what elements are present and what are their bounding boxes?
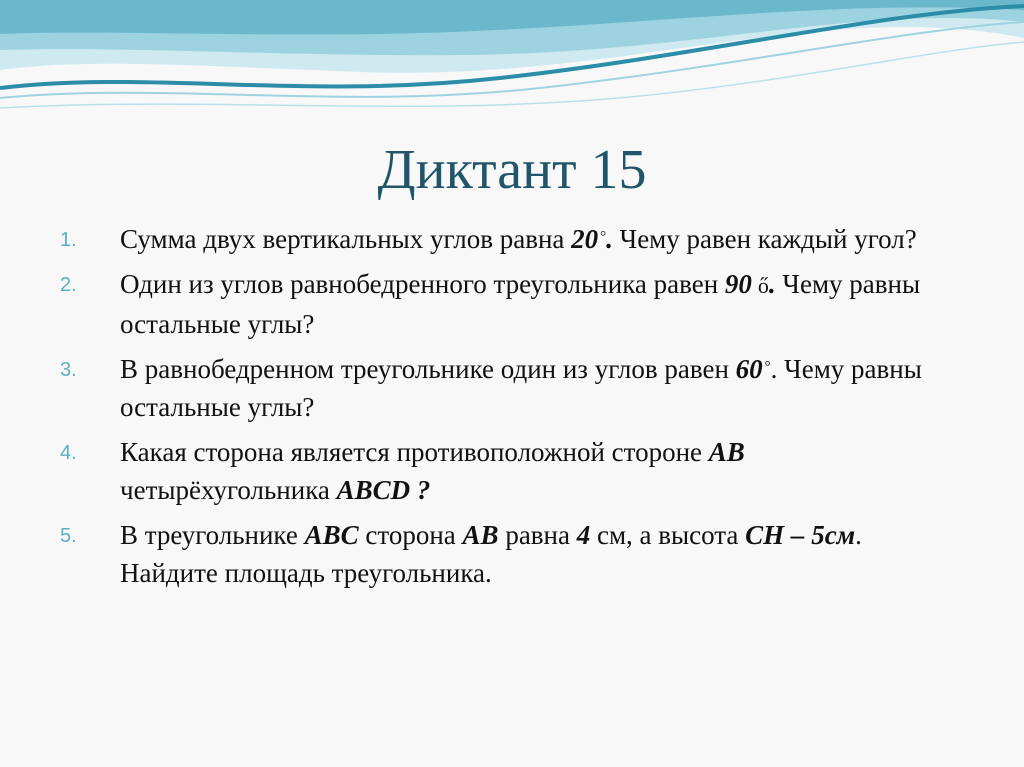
slide-title: Диктант 15 — [377, 139, 647, 201]
item-text: четырёхугольника — [120, 475, 337, 505]
item-text: В треугольнике — [120, 520, 305, 550]
degree-symbol: ° — [600, 229, 607, 245]
question-item-1 — [60, 220, 960, 258]
item-value: 20 — [571, 224, 599, 254]
question-list — [60, 220, 960, 599]
item-value: 4 — [576, 520, 591, 550]
item-value: AB — [708, 437, 745, 467]
question-item-5 — [60, 516, 960, 592]
item-number: 2. — [60, 274, 77, 296]
item-number: 4. — [60, 442, 77, 464]
item-text: . Найдите площадь треугольника. — [120, 520, 862, 588]
question-item-4 — [60, 433, 960, 509]
item-value: 60 — [735, 354, 763, 384]
item-value: ABCD ? — [336, 475, 431, 505]
item-text: Один из углов равнобедренного треугольника равен — [120, 269, 725, 299]
degree-symbol: ° — [764, 359, 771, 375]
item-text: Чему равен каждый угол? — [612, 224, 917, 254]
item-value: AB — [462, 520, 499, 550]
item-period: . — [768, 269, 776, 299]
item-value: CH – — [745, 520, 805, 550]
item-value: 90 — [724, 269, 752, 299]
item-text: . Чему равны остальные углы? — [120, 354, 922, 422]
item-value: 5см — [811, 520, 856, 550]
question-item-2 — [60, 265, 960, 343]
item-text: Сумма двух вертикальных углов равна — [120, 224, 572, 254]
item-number: 5. — [60, 525, 77, 547]
item-text: Какая сторона является противоположной стороне — [120, 437, 709, 467]
item-text: В равнобедренном треугольнике один из углов равен — [120, 354, 736, 384]
item-period: . — [606, 224, 613, 254]
item-text: Чему равны остальные углы? — [120, 269, 921, 339]
item-text: см, а высота — [590, 520, 746, 550]
degree-symbol: ő — [757, 273, 769, 298]
question-item-3 — [60, 350, 960, 426]
item-number: 3. — [60, 359, 77, 381]
item-text: сторона — [358, 520, 463, 550]
decorative-waves — [0, 0, 1024, 135]
item-text: равна — [498, 520, 577, 550]
item-value: ABC — [304, 520, 359, 550]
item-number: 1. — [60, 229, 77, 251]
